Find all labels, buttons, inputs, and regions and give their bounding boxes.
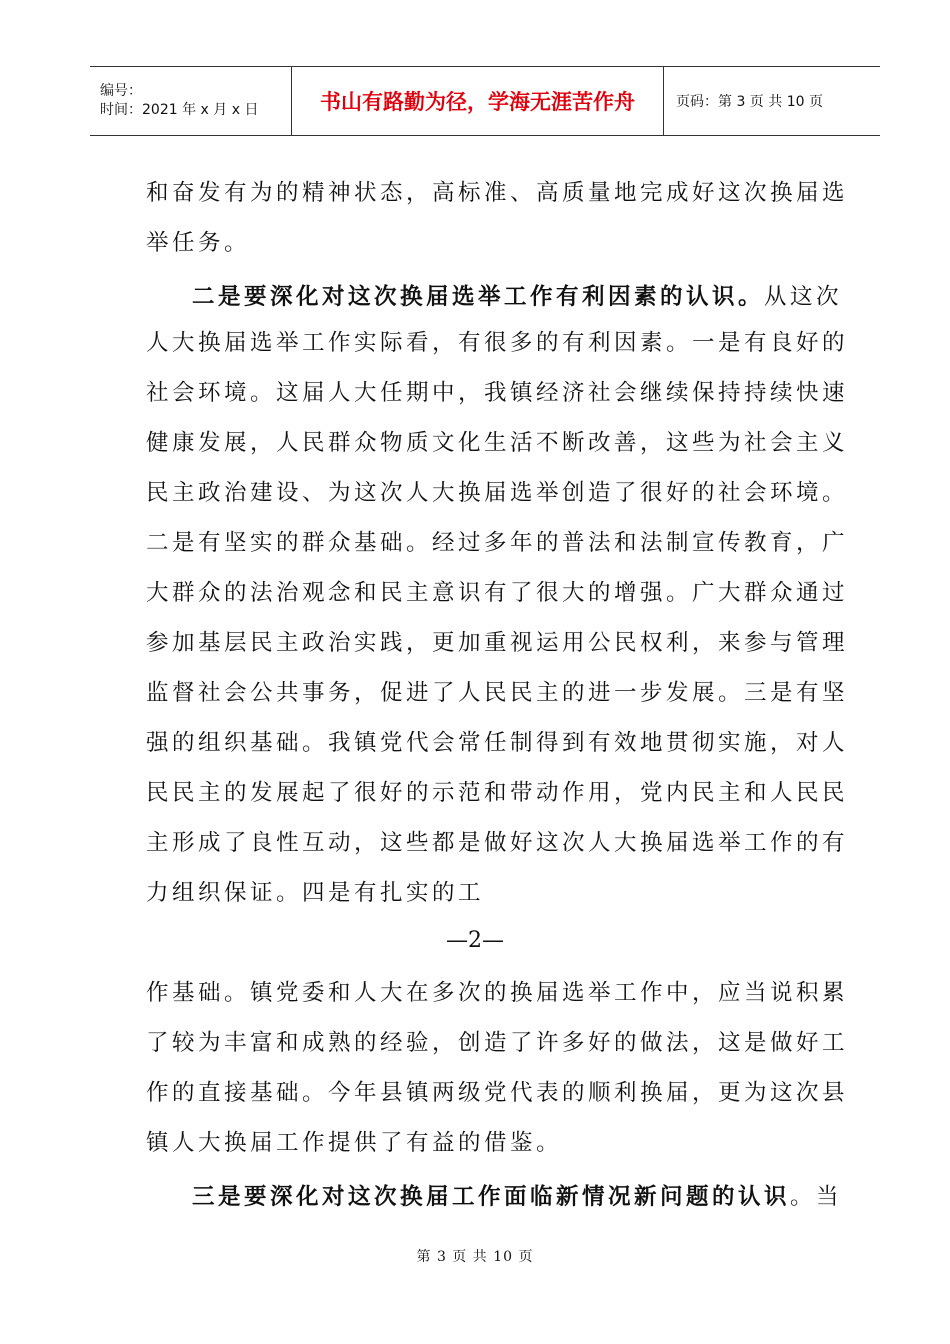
header-motto-cell: [292, 67, 664, 135]
body-line: 举任务。: [146, 230, 251, 256]
page-info: 页码：第 3 页 共 10 页: [676, 94, 823, 110]
body-line: 大群众的法治观念和民主意识有了很大的增强。广大群众通过: [146, 580, 849, 606]
body-line: 参加基层民主政治实践，更加重视运用公民权利，来参与管理: [146, 630, 849, 656]
body-line-tail: 。当: [790, 1184, 843, 1210]
body-line: 镇人大换届工作提供了有益的借鉴。: [146, 1130, 563, 1156]
section-heading-2: 二是要深化对这次换届选举工作有利因素的认识。: [192, 284, 765, 310]
body-line: 社会环境。这届人大任期中，我镇经济社会继续保持持续快速: [146, 380, 849, 406]
document-header: [90, 66, 880, 136]
body-line: 力组织保证。四是有扎实的工: [146, 880, 485, 906]
body-line: 作基础。镇党委和人大在多次的换届选举工作中，应当说积累: [146, 980, 849, 1006]
body-line: 和奋发有为的精神状态，高标准、高质量地完成好这次换届选: [146, 180, 849, 206]
body-line: 民民主的发展起了很好的示范和带动作用，党内民主和人民民: [146, 780, 849, 806]
number-label: 编号：: [100, 83, 142, 99]
header-page-cell: [664, 67, 880, 135]
body-line: 监督社会公共事务，促进了人民民主的进一步发展。三是有坚: [146, 680, 849, 706]
body-line: 民主政治建设、为这次人大换届选举创造了很好的社会环境。: [146, 480, 849, 506]
header-meta-cell: [90, 67, 292, 135]
body-line: 强的组织基础。我镇党代会常任制得到有效地贯彻实施，对人: [146, 730, 849, 756]
time-label: 时间：2021 年 x 月 x 日: [100, 102, 259, 118]
body-line: [192, 1182, 842, 1212]
body-line: 作的直接基础。今年县镇两级党代表的顺利换届，更为这次县: [146, 1080, 849, 1106]
body-line: 人大换届选举工作实际看，有很多的有利因素。一是有良好的: [146, 330, 849, 356]
body-line: 二是有坚实的群众基础。经过多年的普法和法制宣传教育，广: [146, 530, 849, 556]
body-line: [192, 282, 842, 312]
page-footer: 第 3 页 共 10 页: [416, 1249, 534, 1265]
section-heading-3: 三是要深化对这次换届工作面临新情况新问题的认识: [192, 1184, 791, 1210]
body-line-tail: 从这次: [764, 284, 843, 310]
inline-page-number: —2—: [446, 928, 504, 953]
body-line: 健康发展，人民群众物质文化生活不断改善，这些为社会主义: [146, 430, 849, 456]
body-line: 了较为丰富和成熟的经验，创造了许多好的做法，这是做好工: [146, 1030, 849, 1056]
motto: 书山有路勤为径，学海无涯苦作舟: [320, 90, 635, 114]
body-line: 主形成了良性互动，这些都是做好这次人大换届选举工作的有: [146, 830, 849, 856]
